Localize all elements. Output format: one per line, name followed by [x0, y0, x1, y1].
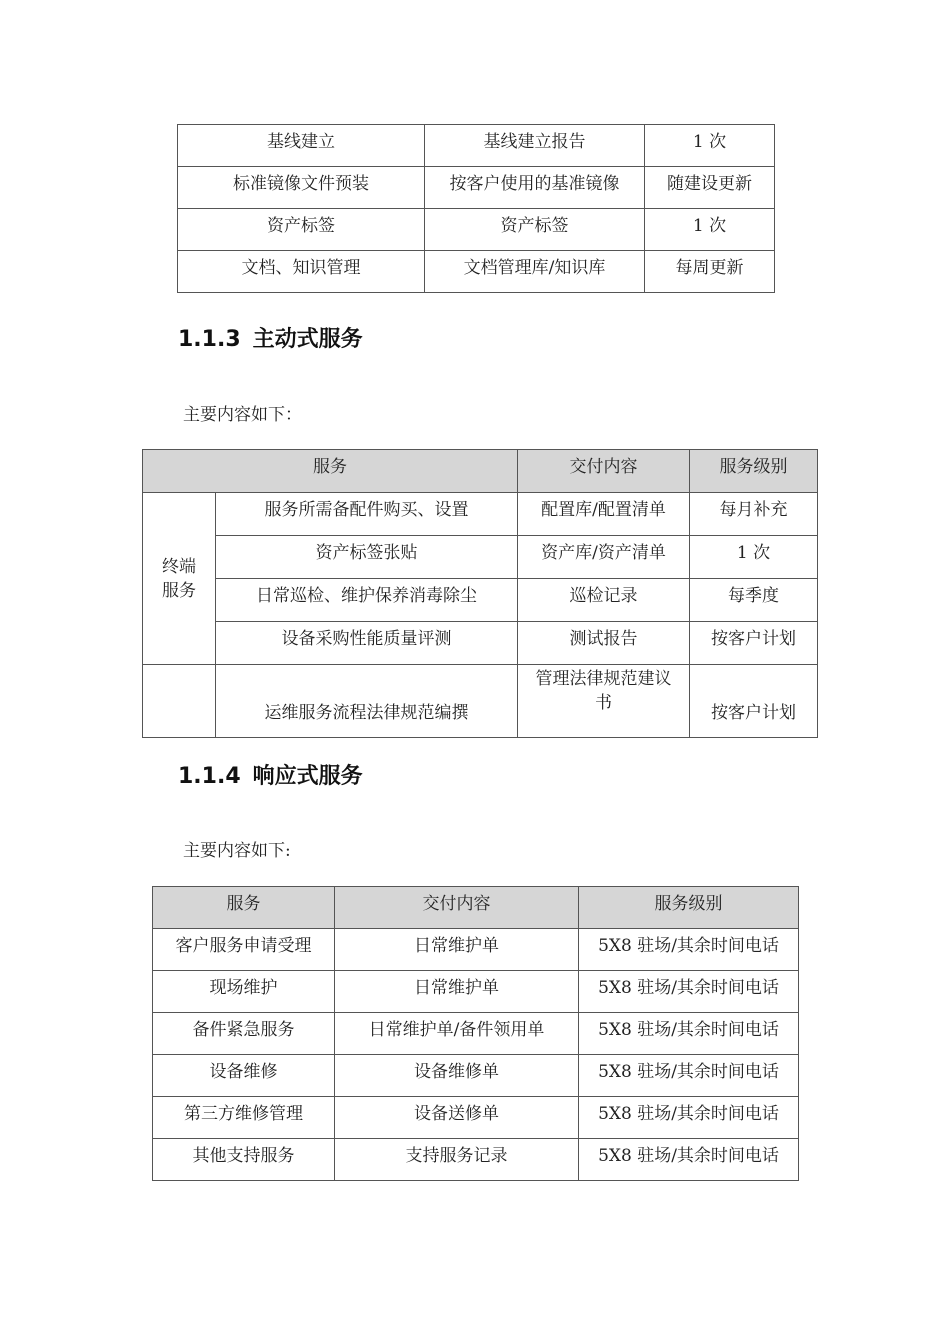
table-cell: 服务所需备配件购买、设置 — [216, 493, 518, 536]
table-cell: 5X8 驻场/其余时间电话 — [579, 1097, 799, 1139]
table-cell — [518, 665, 690, 738]
table-cell: 日常巡检、维护保养消毒除尘 — [216, 579, 518, 622]
table-cell: 5X8 驻场/其余时间电话 — [579, 929, 799, 971]
proactive-service-table — [142, 449, 818, 738]
table-cell: 1 次 — [645, 209, 775, 251]
table-row — [153, 1097, 799, 1139]
table-cell: 5X8 驻场/其余时间电话 — [579, 971, 799, 1013]
table-row — [143, 579, 818, 622]
cell-line: 书 — [595, 693, 612, 713]
table-cell: 测试报告 — [518, 622, 690, 665]
table-cell: 随建设更新 — [645, 167, 775, 209]
table-cell: 设备采购性能质量评测 — [216, 622, 518, 665]
table-cell: 按客户计划 — [690, 665, 818, 738]
table-cell: 每季度 — [690, 579, 818, 622]
table-cell: 5X8 驻场/其余时间电话 — [579, 1055, 799, 1097]
section-intro: 主要内容如下: — [183, 841, 291, 861]
column-header-service: 服务 — [153, 887, 335, 929]
table-cell: 1 次 — [645, 125, 775, 167]
table-row — [178, 167, 775, 209]
table-row — [178, 251, 775, 293]
column-header-service: 服务 — [143, 450, 518, 493]
table-row — [143, 665, 818, 738]
group-label-line: 服务 — [162, 580, 196, 601]
empty-cell — [143, 665, 216, 738]
table-cell: 支持服务记录 — [335, 1139, 579, 1181]
table-cell: 日常维护单 — [335, 971, 579, 1013]
table-row — [143, 622, 818, 665]
section-intro: 主要内容如下： — [183, 405, 302, 425]
table-cell: 按客户计划 — [690, 622, 818, 665]
table-cell: 5X8 驻场/其余时间电话 — [579, 1139, 799, 1181]
baseline-table — [177, 124, 775, 293]
table-cell: 资产库/资产清单 — [518, 536, 690, 579]
table-cell: 设备维修 — [153, 1055, 335, 1097]
section-title: 主动式服务 — [252, 327, 363, 352]
table-cell: 日常维护单 — [335, 929, 579, 971]
table-row — [178, 209, 775, 251]
table-row — [153, 1013, 799, 1055]
column-header-deliverable: 交付内容 — [335, 887, 579, 929]
table-cell: 资产标签 — [425, 209, 645, 251]
table-cell: 标准镜像文件预装 — [178, 167, 425, 209]
section-heading-proactive — [178, 322, 363, 353]
table-cell: 文档管理库/知识库 — [425, 251, 645, 293]
section-title: 响应式服务 — [252, 764, 363, 789]
table-cell: 日常维护单/备件领用单 — [335, 1013, 579, 1055]
table-cell: 按客户使用的基准镜像 — [425, 167, 645, 209]
group-label-cell — [143, 493, 216, 665]
table-cell: 文档、知识管理 — [178, 251, 425, 293]
column-header-level: 服务级别 — [690, 450, 818, 493]
section-number: 1.1.4 — [178, 764, 241, 789]
table-cell: 备件紧急服务 — [153, 1013, 335, 1055]
table-cell: 客户服务申请受理 — [153, 929, 335, 971]
table-cell: 5X8 驻场/其余时间电话 — [579, 1013, 799, 1055]
section-number: 1.1.3 — [178, 327, 241, 352]
table-cell: 基线建立报告 — [425, 125, 645, 167]
table-row — [153, 971, 799, 1013]
table-row — [153, 1139, 799, 1181]
cell-line: 管理法律规范建议 — [535, 669, 672, 689]
table-cell: 1 次 — [690, 536, 818, 579]
table-header-row — [153, 887, 799, 929]
table-cell: 配置库/配置清单 — [518, 493, 690, 536]
column-header-level: 服务级别 — [579, 887, 799, 929]
table-cell: 巡检记录 — [518, 579, 690, 622]
table-cell: 基线建立 — [178, 125, 425, 167]
table-cell: 设备维修单 — [335, 1055, 579, 1097]
table-cell: 第三方维修管理 — [153, 1097, 335, 1139]
table-row — [143, 536, 818, 579]
table-cell: 每周更新 — [645, 251, 775, 293]
table-cell: 每月补充 — [690, 493, 818, 536]
table-row — [143, 493, 818, 536]
column-header-deliverable: 交付内容 — [518, 450, 690, 493]
table-cell: 运维服务流程法律规范编撰 — [216, 665, 518, 738]
section-heading-responsive — [178, 759, 363, 790]
table-header-row — [143, 450, 818, 493]
table-row — [153, 1055, 799, 1097]
table-cell: 设备送修单 — [335, 1097, 579, 1139]
responsive-service-table — [152, 886, 799, 1181]
table-row — [178, 125, 775, 167]
table-cell: 资产标签 — [178, 209, 425, 251]
table-row — [153, 929, 799, 971]
table-cell: 资产标签张贴 — [216, 536, 518, 579]
group-label-line: 终端 — [162, 556, 196, 577]
table-cell: 其他支持服务 — [153, 1139, 335, 1181]
table-cell: 现场维护 — [153, 971, 335, 1013]
